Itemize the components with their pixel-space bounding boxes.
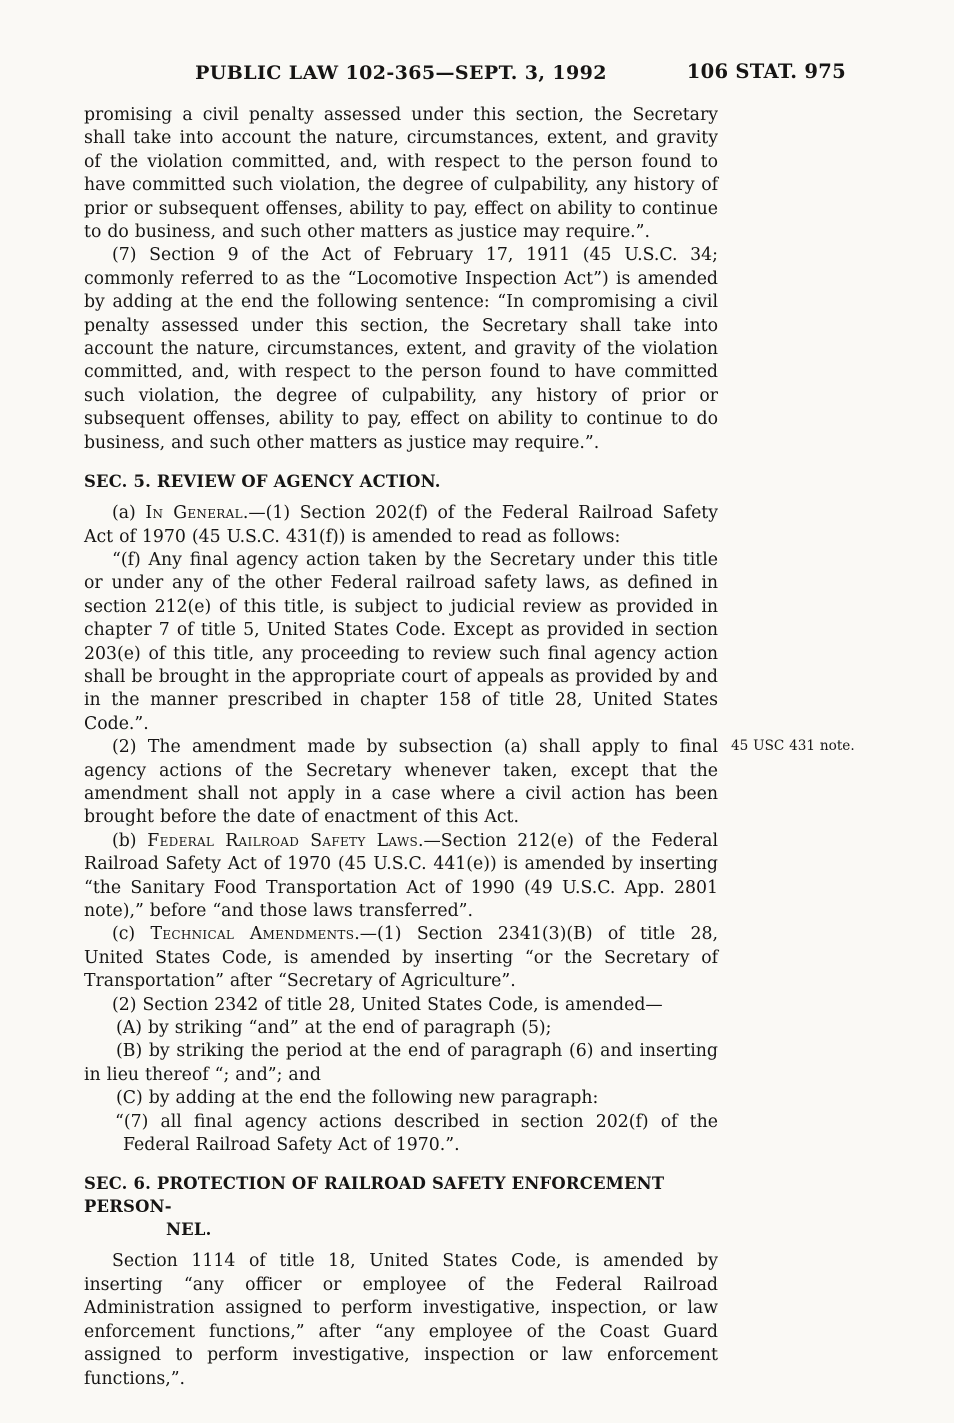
text-run: .—Section 212(e) of the Federal Railroad Safety Act of 1970 (45 U.S.C. 441(e)) is amended by inserting “the Sanitary Food Transportation Act of 1990 (49 U.S.C. App. 2801 note),” before “and those laws transferred”. — [84, 830, 718, 921]
text-run: (7) Section 9 of the Act of February 17, 1911 (45 U.S.C. 34; commonly referred to as the “Locomotive Inspection Act”) is amended by adding at the end the following sentence: “In compromising a civil penalty assessed under this section, the Secretary shall take into account the nature, circumstances, extent, and gravity of the violation committed, and, with respect to the person found to have committed such violation, the degree of culpability, any history of prior or subsequent offenses, ability to pay, effect on ability to continue to do business, and such other matters as justice may require.”. — [84, 245, 718, 453]
paragraph — [84, 830, 718, 924]
paragraph — [84, 1250, 718, 1390]
text-column — [84, 104, 855, 1391]
stat-number: 106 STAT. 975 — [686, 60, 846, 83]
text-run: SEC. 5. REVIEW OF AGENCY ACTION. — [84, 472, 441, 492]
paragraph — [84, 104, 718, 244]
text-run: (a) — [112, 503, 146, 524]
paragraph — [84, 1111, 718, 1158]
section-heading — [84, 470, 718, 493]
section-heading — [84, 1172, 718, 1241]
text-run: SEC. 6. PROTECTION OF RAILROAD SAFETY ENFORCEMENT PERSON- — [84, 1174, 665, 1217]
text-run: (2) The amendment made by subsection (a) shall apply to final agency actions of the Secretary whenever taken, except that the amendment shall not apply in a case where a civil action has been brought before the date of enactment of this Act. — [84, 737, 718, 828]
margin-note: 45 USC 431 note. — [731, 738, 855, 755]
smallcaps-text: Federal Railroad Safety Laws — [147, 830, 419, 851]
text-run: “(f) Any final agency action taken by the Secretary under this title or under any of the other Federal railroad safety laws, as defined in section 212(e) of this title, is subject to judicial review as provided in chapter 7 of title 5, United States Code. Except as provided in section 203(e) of this title, any proceeding to review such final agency action shall be brought in the appropriate court of appeals as provided by and in the manner prescribed in chapter 158 of title 28, United States Code.”. — [84, 549, 718, 734]
text-run: (c) — [112, 924, 151, 945]
smallcaps-text: In General — [145, 503, 243, 524]
text-run: “(7) all final agency actions described in section 202(f) of the Federal Railroad Safety Act of 1970.”. — [115, 1111, 718, 1156]
text-run: (B) by striking the period at the end of paragraph (6) and inserting in lieu thereof “; and”; and — [84, 1041, 718, 1085]
page-header — [84, 62, 718, 88]
paragraph — [84, 736, 855, 830]
text-run: (2) Section 2342 of title 28, United States Code, is amended— — [112, 994, 663, 1015]
paragraph — [84, 1040, 718, 1087]
paragraph — [84, 994, 718, 1017]
text-run: promising a civil penalty assessed under this section, the Secretary shall take into account the nature, circumstances, extent, and gravity of the violation committed, and, with respect to the person found to have committed such violation, the degree of culpability, any history of prior or subsequent offenses, ability to pay, effect on ability to continue to do business, and such other matters as justice may require.”. — [84, 105, 718, 243]
text-run: (A) by striking “and” at the end of paragraph (5); — [116, 1018, 552, 1039]
text-run: Section 1114 of title 18, United States Code, is amended by inserting “any officer or employee of the Federal Railroad Administration assigned to perform investigative, inspection, or law enforcement functions,” after “any employee of the Coast Guard assigned to perform investigative, inspection or law enforcement functions,”. — [84, 1251, 718, 1389]
paragraph — [84, 549, 718, 736]
text-run: .—(1) Section 202(f) of the Federal Railroad Safety Act of 1970 (45 U.S.C. 431(f)) is amended to read as follows: — [84, 503, 718, 547]
text-run: (b) — [112, 830, 148, 851]
law-title: PUBLIC LAW 102-365—SEPT. 3, 1992 — [195, 62, 607, 84]
paragraph — [84, 923, 718, 993]
text-run: (C) by adding at the end the following new paragraph: — [116, 1088, 599, 1109]
paragraph — [84, 244, 718, 455]
paragraph — [84, 1087, 718, 1110]
paragraph — [84, 502, 718, 549]
text-run: NEL. — [166, 1220, 212, 1240]
smallcaps-text: Technical Amendments — [150, 924, 355, 945]
text-run: .—(1) Section 2341(3)(B) of title 28, United States Code, is amended by inserting “or the Secretary of Transportation” after “Secretary of Agriculture”. — [84, 924, 718, 992]
paragraph — [84, 1017, 718, 1040]
